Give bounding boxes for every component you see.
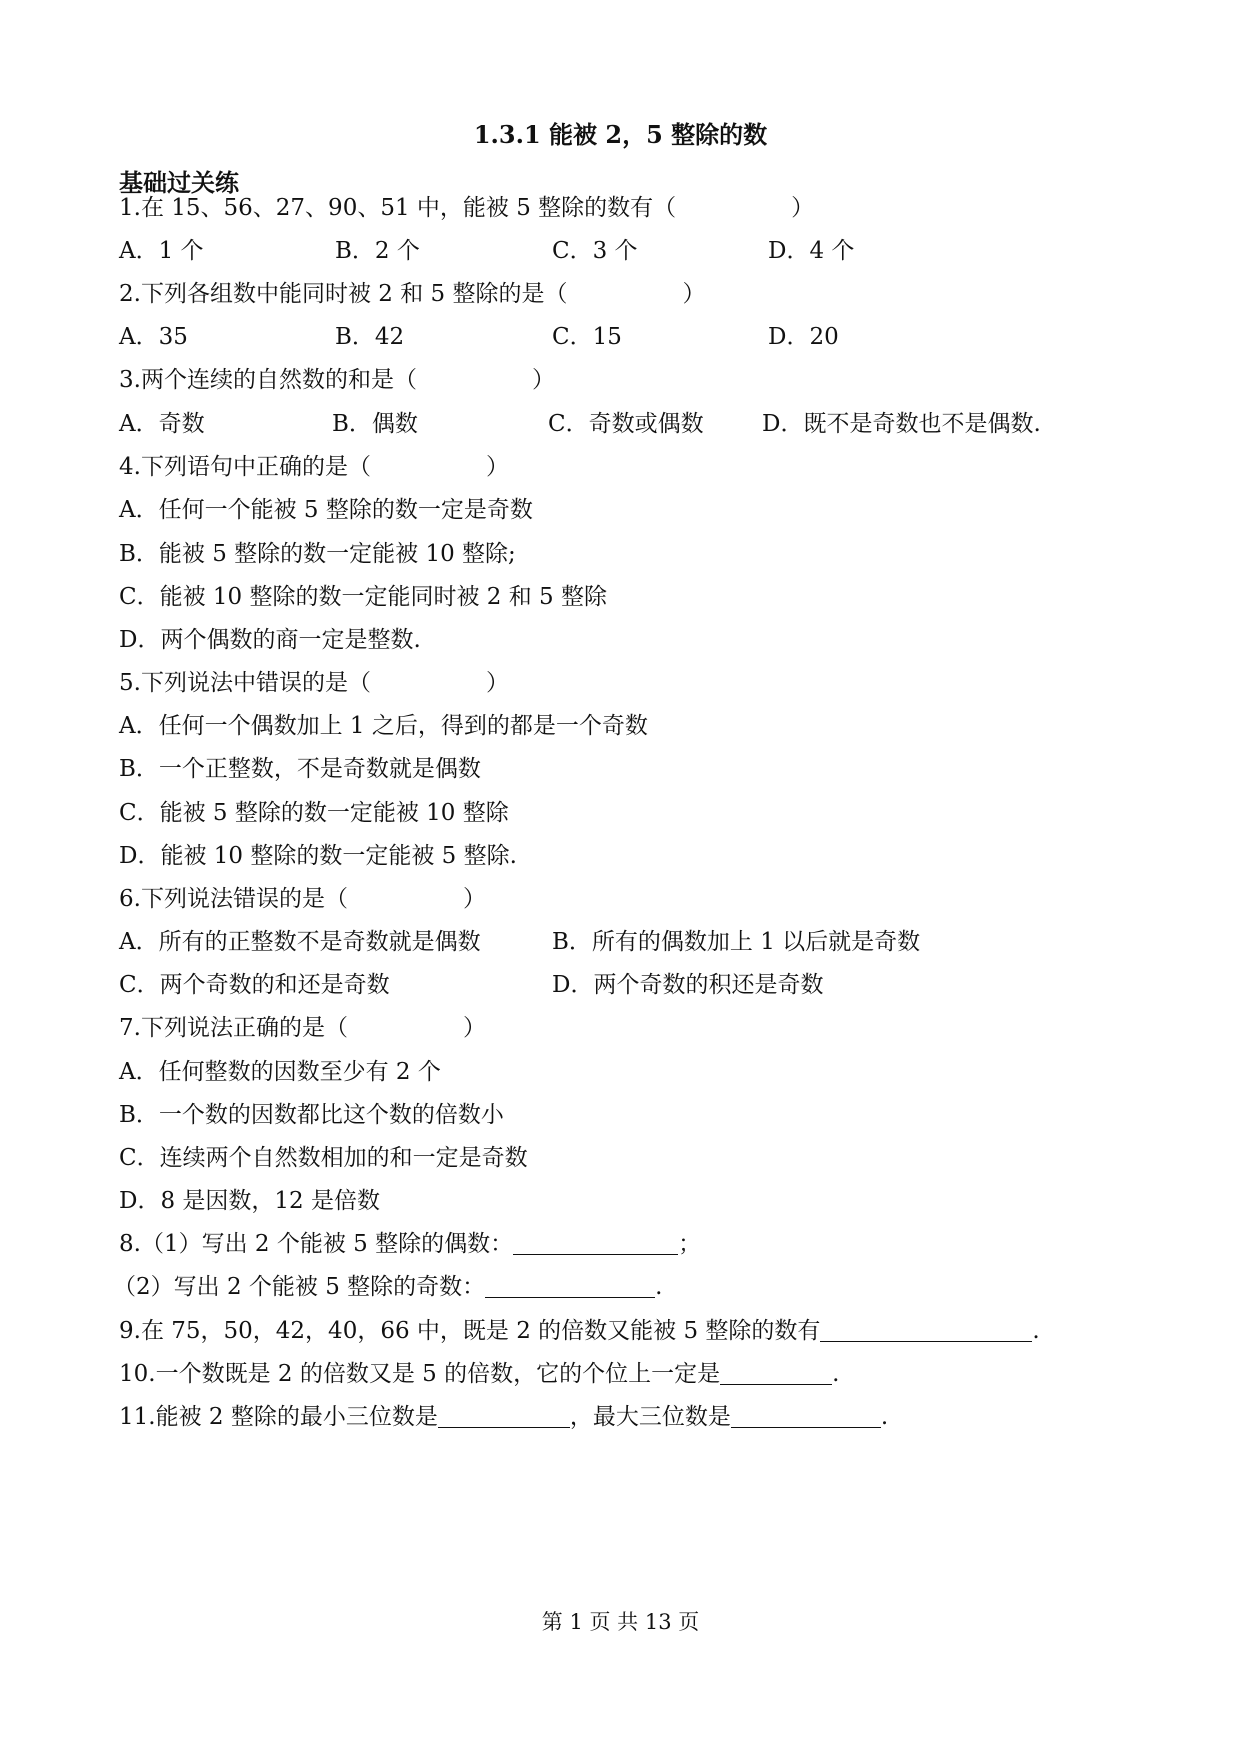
q8-part2-answer-blank[interactable] [485,1273,655,1298]
question-4-stem: 4.下列语句中正确的是（ ） [119,454,509,480]
q1-option-b: B．2 个 [335,238,420,264]
q5-option-d: D．能被 10 整除的数一定能被 5 整除. [119,843,517,869]
q7-option-d: D．8 是因数，12 是倍数 [119,1188,380,1214]
section-heading: 基础过关练 [119,168,239,197]
q9-text: 9.在 75，50，42，40，66 中，既是 2 的倍数又能被 5 整除的数有 [119,1318,821,1344]
q4-option-b: B．能被 5 整除的数一定能被 10 整除; [119,541,516,567]
q8-part2-text: （2）写出 2 个能被 5 整除的奇数： [113,1274,486,1300]
q6-option-d: D．两个奇数的积还是奇数 [552,972,824,998]
q5-option-c: C．能被 5 整除的数一定能被 10 整除 [119,800,509,826]
question-5-stem: 5.下列说法中错误的是（ ） [119,670,509,696]
q11-text-b: ，最大三位数是 [569,1404,731,1430]
q7-option-a: A．任何整数的因数至少有 2 个 [119,1059,441,1085]
page-footer: 第 1 页 共 13 页 [541,1610,700,1634]
q1-option-a: A．1 个 [119,238,204,264]
q6-option-c: C．两个奇数的和还是奇数 [119,972,390,998]
question-8-part-2 [113,1270,662,1304]
q8-part1-end: ； [678,1231,702,1257]
q3-option-a: A．奇数 [119,411,205,437]
question-1-stem: 1.在 15、56、27、90、51 中，能被 5 整除的数有（ ） [119,195,815,221]
q3-option-c: C．奇数或偶数 [548,411,704,437]
page-title: 1.3.1 能被 2，5 整除的数 [473,120,768,149]
q1-option-c: C．3 个 [552,238,638,264]
question-11 [119,1400,888,1434]
q1-option-d: D．4 个 [768,238,855,264]
q4-option-c: C．能被 10 整除的数一定能同时被 2 和 5 整除 [119,584,607,610]
q2-option-d: D．20 [768,324,839,350]
q4-option-d: D．两个偶数的商一定是整数. [119,627,421,653]
q7-option-c: C．连续两个自然数相加的和一定是奇数 [119,1145,528,1171]
q2-option-c: C．15 [552,324,622,350]
q7-option-b: B．一个数的因数都比这个数的倍数小 [119,1102,504,1128]
q11-min-answer-blank[interactable] [438,1403,570,1428]
q5-option-b: B．一个正整数，不是奇数就是偶数 [119,756,481,782]
q2-option-a: A．35 [119,324,188,350]
q3-option-b: B．偶数 [332,411,418,437]
q11-max-answer-blank[interactable] [731,1403,881,1428]
question-6-stem: 6.下列说法错误的是（ ） [119,886,486,912]
q11-end: . [880,1404,889,1430]
q6-option-a: A．所有的正整数不是奇数就是偶数 [119,929,481,955]
q6-option-b: B．所有的偶数加上 1 以后就是奇数 [552,929,921,955]
question-7-stem: 7.下列说法正确的是（ ） [119,1015,486,1041]
q11-text-a: 11.能被 2 整除的最小三位数是 [119,1404,438,1430]
q8-part1-answer-blank[interactable] [513,1230,678,1255]
q10-answer-blank[interactable] [720,1360,832,1385]
q4-option-a: A．任何一个能被 5 整除的数一定是奇数 [119,497,533,523]
question-3-stem: 3.两个连续的自然数的和是（ ） [119,367,555,393]
q5-option-a: A．任何一个偶数加上 1 之后，得到的都是一个奇数 [119,713,648,739]
q8-part2-end: . [655,1274,663,1300]
q2-option-b: B．42 [335,324,405,350]
q9-answer-blank[interactable] [820,1317,1032,1342]
question-8-part-1 [119,1227,701,1261]
q10-text: 10.一个数既是 2 的倍数又是 5 的倍数，它的个位上一定是 [119,1361,721,1387]
q10-end: . [832,1361,840,1387]
q8-part1-text: 8.（1）写出 2 个能被 5 整除的偶数： [119,1231,514,1257]
question-9 [119,1314,1040,1348]
q9-end: . [1032,1318,1040,1344]
question-2-stem: 2.下列各组数中能同时被 2 和 5 整除的是（ ） [119,281,706,307]
q3-option-d: D．既不是奇数也不是偶数. [762,411,1041,437]
question-10 [119,1357,839,1391]
